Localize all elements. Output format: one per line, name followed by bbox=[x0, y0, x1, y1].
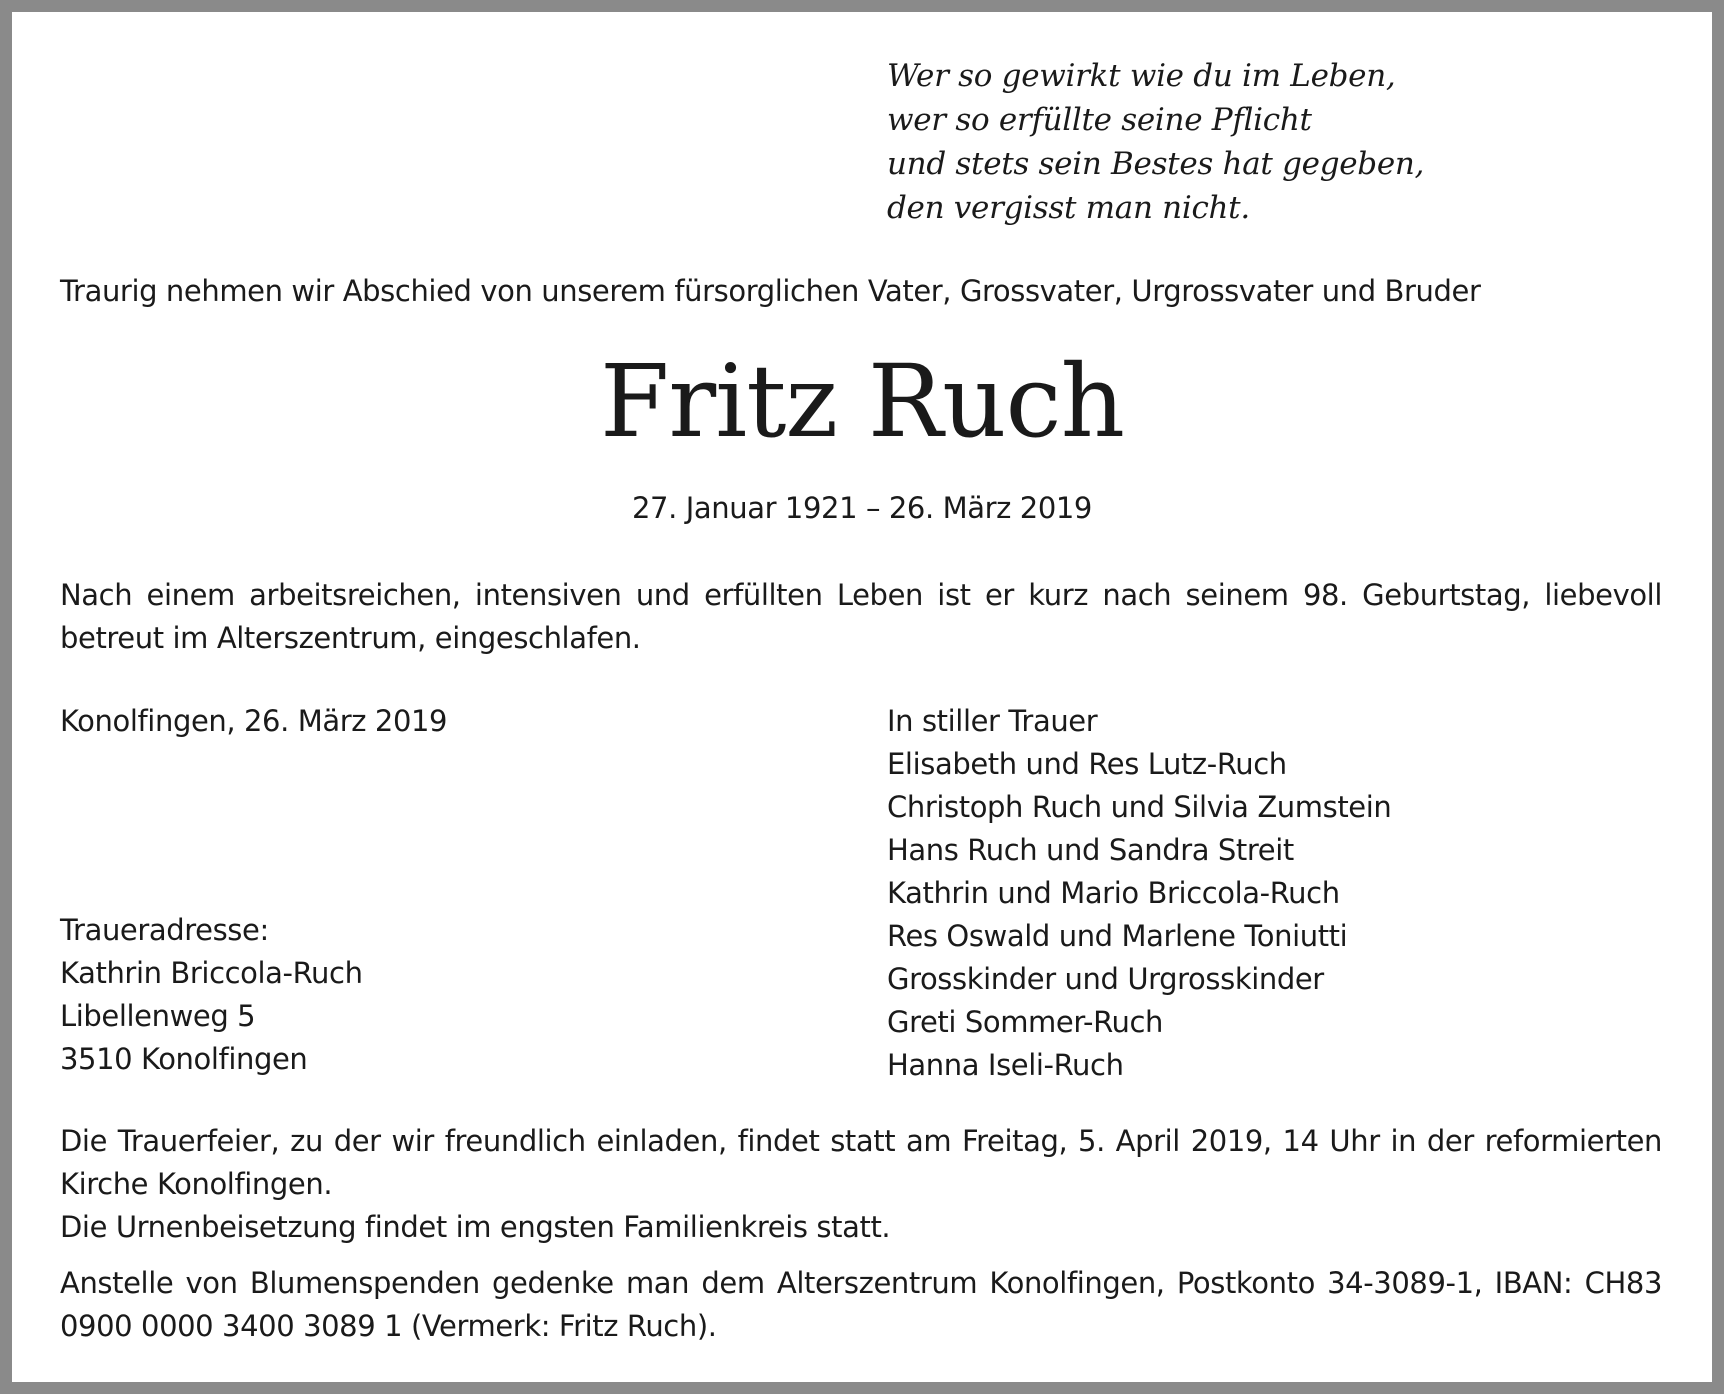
obituary-paragraph: Nach einem arbeitsreichen, intensiven und erfüllten Leben ist er kurz nach seinem 98. Geburtstag, liebevoll betreut im Alterszentrum, eingeschlafen. bbox=[60, 578, 1662, 655]
urn-burial-text: Die Urnenbeisetzung findet im engsten Familienkreis statt. bbox=[60, 1210, 891, 1244]
address-label: Traueradresse: bbox=[60, 913, 269, 947]
life-dates: 27. Januar 1921 – 26. März 2019 bbox=[632, 491, 1092, 525]
mourner-name: Elisabeth und Res Lutz-Ruch bbox=[887, 747, 1287, 781]
poem-line: den vergisst man nicht. bbox=[887, 190, 1250, 226]
deceased-name: Fritz Ruch bbox=[600, 343, 1124, 460]
poem-line: Wer so gewirkt wie du im Leben, bbox=[887, 58, 1396, 94]
mourners-list bbox=[887, 700, 1391, 1087]
poem-line: und stets sein Bestes hat gegeben, bbox=[887, 146, 1425, 182]
ceremony-text: Die Trauerfeier, zu der wir freundlich einladen, findet statt am Freitag, 5. April 2019, 14 Uhr in der reformierten Kirche Konolfingen. bbox=[60, 1124, 1662, 1201]
address-name: Kathrin Briccola-Ruch bbox=[60, 956, 363, 990]
mourner-name: Hans Ruch und Sandra Streit bbox=[887, 833, 1294, 867]
mourner-name: Christoph Ruch und Silvia Zumstein bbox=[887, 790, 1392, 824]
mourner-name: Kathrin und Mario Briccola-Ruch bbox=[887, 876, 1340, 910]
address-street: Libellenweg 5 bbox=[60, 999, 256, 1033]
mourner-name: Grosskinder und Urgrosskinder bbox=[887, 962, 1324, 996]
mourner-name: Res Oswald und Marlene Toniutti bbox=[887, 919, 1348, 953]
poem-line: wer so erfüllte seine Pflicht bbox=[887, 102, 1312, 138]
mourning-address bbox=[60, 909, 363, 1081]
obituary-notice bbox=[12, 12, 1712, 1382]
memorial-poem bbox=[887, 54, 1424, 230]
place-date: Konolfingen, 26. März 2019 bbox=[60, 704, 448, 738]
address-city: 3510 Konolfingen bbox=[60, 1042, 308, 1076]
mourner-name: Hanna Iseli-Ruch bbox=[887, 1048, 1124, 1082]
intro-text: Traurig nehmen wir Abschied von unserem fürsorglichen Vater, Grossvater, Urgrossvater und Bruder bbox=[60, 274, 1481, 308]
mourners-heading: In stiller Trauer bbox=[887, 704, 1098, 738]
donation-text: Anstelle von Blumenspenden gedenke man dem Alterszentrum Konolfingen, Postkonto 34-3089-1, IBAN: CH83 0900 0000 3400 3089 1 (Vermerk: Fritz Ruch). bbox=[60, 1266, 1662, 1343]
mourner-name: Greti Sommer-Ruch bbox=[887, 1005, 1164, 1039]
